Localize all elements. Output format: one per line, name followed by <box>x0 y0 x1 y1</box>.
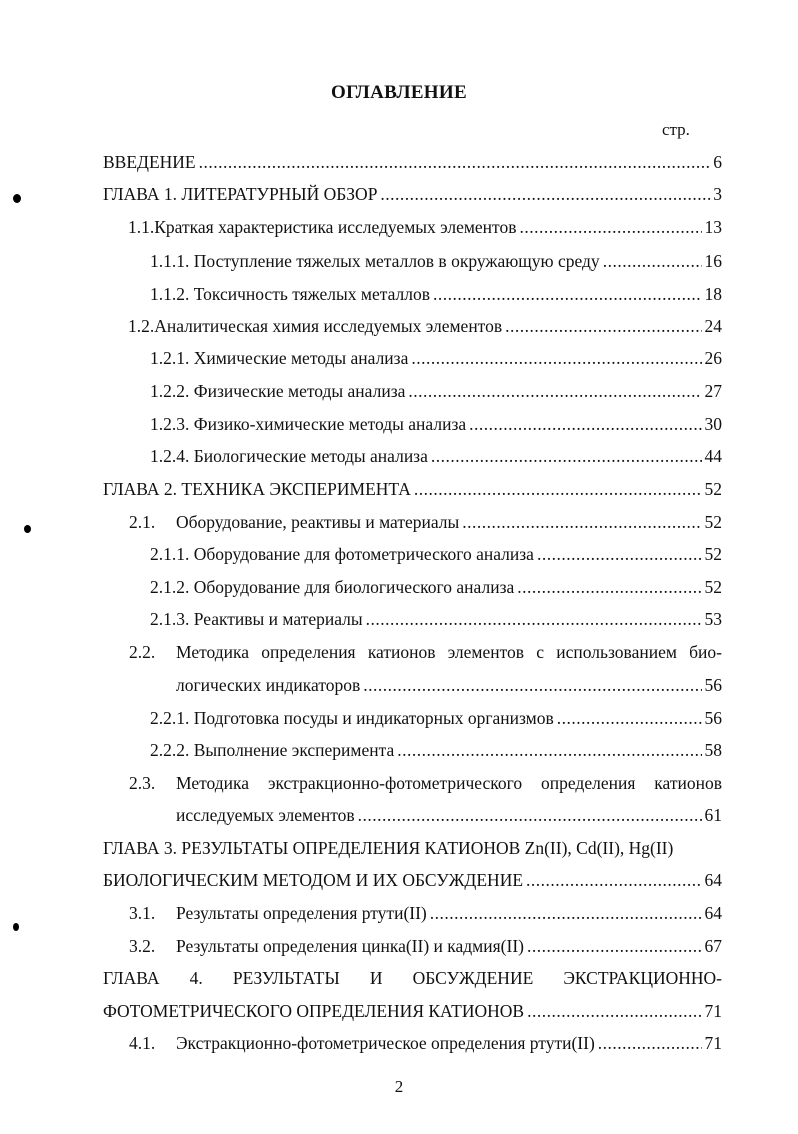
toc-word: элементов <box>447 642 525 662</box>
toc-entry-text: 1.2.2. Физические методы анализа <box>150 381 406 401</box>
toc-entry[interactable] <box>103 999 722 1023</box>
toc-word: экстракционно-фотометрического <box>267 773 523 793</box>
dot-leader <box>537 542 702 566</box>
toc-entry-page: 58 <box>704 740 722 760</box>
toc-entry-first-line[interactable] <box>176 771 722 795</box>
dot-leader <box>598 1031 702 1055</box>
toc-word: с <box>536 642 545 662</box>
toc-entry-page: 13 <box>704 217 722 237</box>
dot-leader <box>517 575 701 599</box>
toc-entry[interactable] <box>150 738 722 762</box>
toc-entry-page: 18 <box>704 284 722 304</box>
dot-leader <box>433 282 701 306</box>
toc-entry-text: 2.2.1. Подготовка посуды и индикаторных организмов <box>150 708 554 728</box>
toc-entry[interactable] <box>150 607 722 631</box>
toc-entry-text: 1.2.4. Биологические методы анализа <box>150 446 428 466</box>
toc-entry-text: Оборудование, реактивы и материалы <box>176 512 460 532</box>
toc-entry-text: ГЛАВА 2. ТЕХНИКА ЭКСПЕРИМЕНТА <box>103 479 411 499</box>
toc-entry[interactable] <box>150 379 722 403</box>
toc-entry-page: 3 <box>713 184 722 204</box>
toc-entry-page: 52 <box>704 512 722 532</box>
toc-entry-first-line[interactable] <box>103 966 722 990</box>
toc-entry-text: БИОЛОГИЧЕСКИМ МЕТОДОМ И ИХ ОБСУЖДЕНИЕ <box>103 870 524 890</box>
dot-leader <box>462 510 701 534</box>
toc-entry-text: ГЛАВА 1. ЛИТЕРАТУРНЫЙ ОБЗОР <box>103 184 378 204</box>
toc-entry[interactable] <box>103 868 722 892</box>
toc-entry-text: ФОТОМЕТРИЧЕСКОГО ОПРЕДЕЛЕНИЯ КАТИОНОВ <box>103 1001 525 1021</box>
toc-word: использованием <box>556 642 677 662</box>
toc-entry-number: 2.2. <box>129 642 156 662</box>
toc-word: ЭКСТРАКЦИОННО- <box>563 968 722 988</box>
dot-leader <box>469 412 701 436</box>
toc-entry[interactable] <box>150 282 722 306</box>
dot-leader <box>366 607 702 631</box>
toc-entry-text: Результаты определения цинка(II) и кадмия(II) <box>176 936 524 956</box>
toc-entry[interactable] <box>150 444 722 468</box>
margin-dot <box>13 923 19 931</box>
toc-entry-text: исследуемых элементов <box>176 805 355 825</box>
dot-leader <box>430 901 702 925</box>
margin-dot <box>24 525 31 533</box>
toc-entry-page: 16 <box>704 251 722 271</box>
toc-entry-first-line[interactable]: ГЛАВА 3. РЕЗУЛЬТАТЫ ОПРЕДЕЛЕНИЯ КАТИОНОВ Zn(II), Cd(II), Hg(II) <box>103 838 674 858</box>
toc-entry-text: 1.1.Краткая характеристика исследуемых элементов <box>128 217 517 237</box>
toc-word: ОБСУЖДЕНИЕ <box>412 968 534 988</box>
toc-entry-number: 4.1. <box>129 1033 156 1053</box>
toc-entry[interactable] <box>176 901 722 925</box>
margin-dot <box>13 194 21 203</box>
toc-entry-text: 2.1.2. Оборудование для биологического анализа <box>150 577 515 597</box>
page-number: 2 <box>394 1077 404 1096</box>
toc-entry[interactable] <box>176 934 722 958</box>
toc-entry-page: 64 <box>704 903 722 923</box>
toc-entry[interactable] <box>176 673 722 697</box>
toc-entry-text: 1.2.1. Химические методы анализа <box>150 348 409 368</box>
toc-entry-page: 71 <box>704 1033 722 1053</box>
toc-entry-text: 1.2.3. Физико-химические методы анализа <box>150 414 467 434</box>
page-column-label: стр. <box>662 120 690 139</box>
page-title: ОГЛАВЛЕНИЕ <box>331 82 467 103</box>
dot-leader <box>199 150 711 174</box>
toc-entry-page: 52 <box>704 577 722 597</box>
dot-leader <box>380 182 710 206</box>
dot-leader <box>557 706 702 730</box>
toc-entry-text: 2.1.1. Оборудование для фотометрического анализа <box>150 544 534 564</box>
toc-entry-page: 56 <box>704 708 722 728</box>
dot-leader <box>411 346 701 370</box>
dot-leader <box>527 999 701 1023</box>
toc-entry-text: 1.1.1. Поступление тяжелых металлов в окружающую среду <box>150 251 600 271</box>
toc-word: катионов <box>654 773 722 793</box>
toc-word: определения <box>261 642 356 662</box>
dot-leader <box>408 379 701 403</box>
toc-entry-page: 64 <box>704 870 722 890</box>
dot-leader <box>397 738 701 762</box>
toc-entry[interactable] <box>150 542 722 566</box>
toc-entry-number: 3.1. <box>129 903 156 923</box>
toc-entry[interactable] <box>150 706 722 730</box>
toc-entry[interactable] <box>128 314 722 338</box>
toc-entry-page: 53 <box>704 609 722 629</box>
toc-entry-page: 71 <box>704 1001 722 1021</box>
toc-entry-page: 6 <box>713 152 722 172</box>
dot-leader <box>519 215 701 239</box>
toc-entry-page: 52 <box>704 544 722 564</box>
toc-entry[interactable] <box>150 346 722 370</box>
dot-leader <box>431 444 702 468</box>
toc-entry-first-line[interactable] <box>176 640 722 664</box>
toc-entry[interactable] <box>103 477 722 501</box>
toc-entry[interactable] <box>150 249 722 273</box>
toc-word: био- <box>689 642 722 662</box>
toc-entry-number: 2.1. <box>129 512 156 532</box>
toc-entry[interactable] <box>128 215 722 239</box>
dot-leader <box>363 673 701 697</box>
toc-entry-page: 52 <box>704 479 722 499</box>
toc-entry-text: 1.2.Аналитическая химия исследуемых элементов <box>128 316 503 336</box>
dot-leader <box>603 249 702 273</box>
toc-word: Методика <box>176 773 250 793</box>
toc-entry-page: 56 <box>704 675 722 695</box>
dot-leader <box>526 868 701 892</box>
toc-word: определения <box>541 773 636 793</box>
toc-word: ГЛАВА <box>103 968 160 988</box>
toc-entry-page: 30 <box>704 414 722 434</box>
toc-entry-page: 26 <box>704 348 722 368</box>
toc-word: катионов <box>367 642 436 662</box>
toc-entry-page: 24 <box>704 316 722 336</box>
toc-entry-number: 2.3. <box>129 773 156 793</box>
toc-word: 4. <box>189 968 203 988</box>
toc-entry[interactable] <box>103 182 722 206</box>
toc-entry-text: 2.2.2. Выполнение эксперимента <box>150 740 395 760</box>
toc-entry[interactable] <box>176 1031 722 1055</box>
toc-entry-page: 27 <box>704 381 722 401</box>
toc-entry-text: Результаты определения ртути(II) <box>176 903 427 923</box>
toc-entry[interactable] <box>103 150 722 174</box>
toc-entry-page: 44 <box>704 446 722 466</box>
toc-entry-text: Экстракционно-фотометрическое определения ртути(II) <box>176 1033 595 1053</box>
toc-entry[interactable] <box>150 412 722 436</box>
dot-leader <box>505 314 701 338</box>
toc-entry-number: 3.2. <box>129 936 156 956</box>
toc-word: И <box>369 968 383 988</box>
toc-entry[interactable] <box>176 803 722 827</box>
toc-entry-text: ВВЕДЕНИЕ <box>103 152 196 172</box>
toc-entry-page: 67 <box>704 936 722 956</box>
dot-leader <box>527 934 702 958</box>
toc-entry[interactable] <box>150 575 722 599</box>
dot-leader <box>414 477 702 501</box>
toc-word: Методика <box>176 642 250 662</box>
dot-leader <box>358 803 702 827</box>
toc-word: РЕЗУЛЬТАТЫ <box>232 968 340 988</box>
toc-entry-page: 61 <box>704 805 722 825</box>
toc-entry-text: 2.1.3. Реактивы и материалы <box>150 609 363 629</box>
toc-entry-text: 1.1.2. Токсичность тяжелых металлов <box>150 284 431 304</box>
toc-entry-text: логических индикаторов <box>176 675 361 695</box>
toc-entry[interactable] <box>176 510 722 534</box>
